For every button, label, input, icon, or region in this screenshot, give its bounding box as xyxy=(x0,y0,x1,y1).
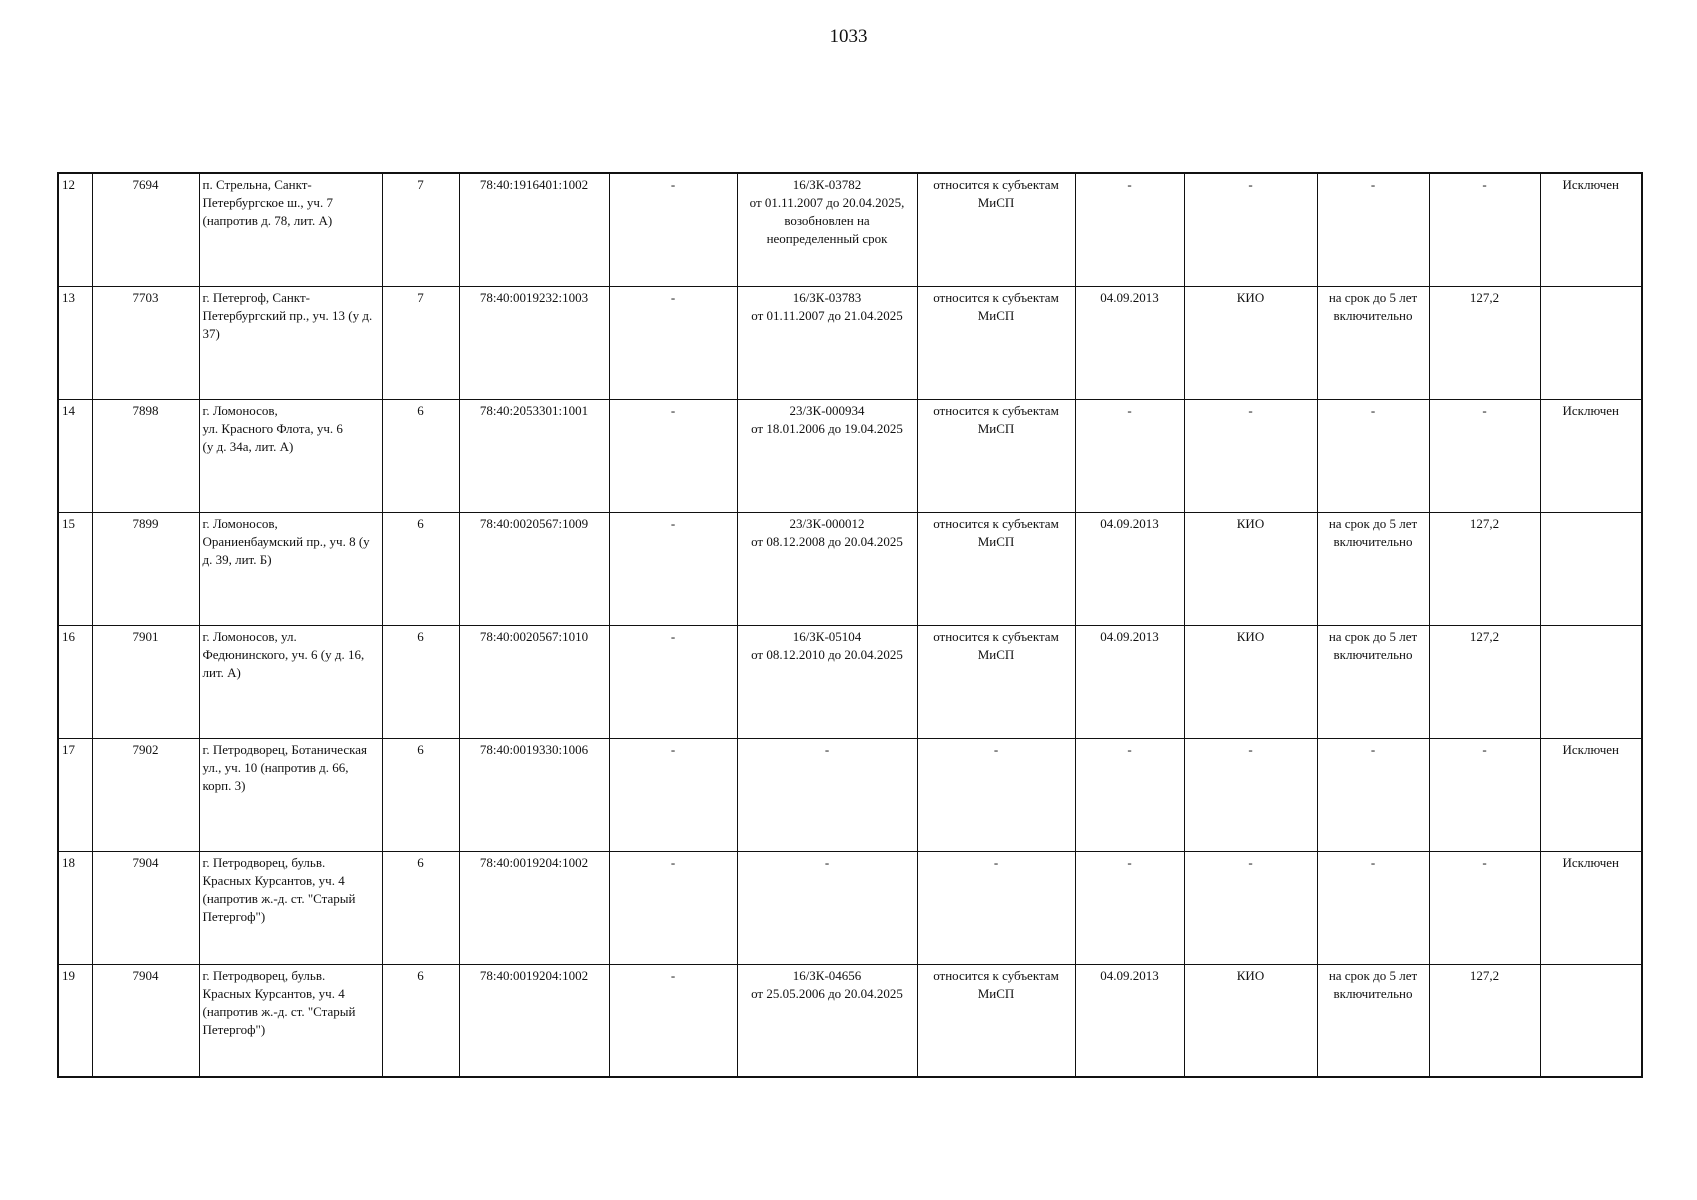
address-cell-line: ул. Красного Флота, уч. 6 xyxy=(202,420,343,436)
organization-cell: КИО xyxy=(1184,964,1317,1077)
contract-cell xyxy=(737,738,917,851)
category-cell-line: МиСП xyxy=(977,420,1015,436)
contract-cell-line: 16/ЗК-05104 xyxy=(792,628,862,644)
cadastral-number-cell: 78:40:1916401:1002 xyxy=(459,173,609,286)
term-cell-line: включительно xyxy=(1333,533,1413,549)
amount-cell: 127,2 xyxy=(1429,286,1540,399)
address-cell-line: г. Ломоносов, ул. xyxy=(202,628,297,644)
cadastral-number-cell: 78:40:0019204:1002 xyxy=(459,964,609,1077)
term-cell xyxy=(1317,173,1429,286)
contract-cell-line: 16/ЗК-03783 xyxy=(792,289,862,305)
district-cell: 6 xyxy=(382,738,459,851)
address-cell-line: Петербургское ш., уч. 7 xyxy=(202,195,333,210)
cadastral-number-cell: 78:40:0019330:1006 xyxy=(459,738,609,851)
address-cell-line: Петергоф") xyxy=(202,1021,266,1037)
cadastral-number-cell: 78:40:0019232:1003 xyxy=(459,286,609,399)
term-cell-line: на срок до 5 лет xyxy=(1328,515,1418,531)
row-number-cell: 12 xyxy=(58,173,92,286)
cadastral-number-cell: 78:40:0020567:1010 xyxy=(459,625,609,738)
address-cell-line: 37) xyxy=(202,325,220,341)
extra-cell: - xyxy=(609,851,737,964)
category-cell-line: - xyxy=(993,854,999,870)
term-cell-line: на срок до 5 лет xyxy=(1328,628,1418,644)
category-cell-line: относится к субъектам xyxy=(933,402,1059,418)
term-cell xyxy=(1317,286,1429,399)
address-cell-line: г. Петродворец, бульв. xyxy=(202,967,326,983)
category-cell xyxy=(917,738,1075,851)
category-cell xyxy=(917,399,1075,512)
address-cell-line: Петергоф") xyxy=(202,908,266,924)
category-cell xyxy=(917,851,1075,964)
amount-cell: - xyxy=(1429,173,1540,286)
category-cell xyxy=(917,512,1075,625)
amount-cell: - xyxy=(1429,399,1540,512)
date-cell: - xyxy=(1075,399,1184,512)
category-cell-line: относится к субъектам xyxy=(933,289,1059,305)
table-row xyxy=(58,625,1642,738)
contract-cell-line: 16/ЗК-03782 xyxy=(792,177,862,192)
row-number-cell: 19 xyxy=(58,964,92,1077)
category-cell-line: - xyxy=(993,741,999,757)
term-cell-line: включительно xyxy=(1333,985,1413,1001)
address-cell-line: Петербургский пр., уч. 13 (у д. xyxy=(202,307,373,323)
term-cell xyxy=(1317,399,1429,512)
contract-cell-line: - xyxy=(824,741,830,757)
address-cell-line: Красных Курсантов, уч. 4 xyxy=(202,872,345,888)
status-cell: Исключен xyxy=(1540,173,1642,286)
status-cell xyxy=(1540,512,1642,625)
category-cell-line: относится к субъектам xyxy=(933,515,1059,531)
date-cell: - xyxy=(1075,851,1184,964)
status-cell: Исключен xyxy=(1540,738,1642,851)
status-cell xyxy=(1540,286,1642,399)
address-cell xyxy=(199,173,382,286)
address-cell-line: (напротив ж.-д. ст. "Старый xyxy=(202,890,356,906)
contract-cell-line: 23/ЗК-000012 xyxy=(789,515,865,531)
cadastral-number-cell: 78:40:2053301:1001 xyxy=(459,399,609,512)
district-cell: 6 xyxy=(382,851,459,964)
row-number-cell: 15 xyxy=(58,512,92,625)
contract-cell-line: от 08.12.2008 до 20.04.2025 xyxy=(751,533,903,549)
term-cell-line: на срок до 5 лет xyxy=(1328,967,1418,983)
address-cell xyxy=(199,286,382,399)
contract-cell xyxy=(737,173,917,286)
page-number: 1033 xyxy=(829,26,868,47)
organization-cell: - xyxy=(1184,173,1317,286)
category-cell xyxy=(917,964,1075,1077)
district-cell: 7 xyxy=(382,173,459,286)
contract-cell-line: 23/ЗК-000934 xyxy=(789,402,865,418)
row-number-cell: 18 xyxy=(58,851,92,964)
date-cell: - xyxy=(1075,173,1184,286)
term-cell-line: - xyxy=(1370,854,1376,870)
table-row xyxy=(58,964,1642,1077)
table-row xyxy=(58,173,1642,286)
contract-cell xyxy=(737,851,917,964)
contract-cell-line: возобновлен на xyxy=(784,213,870,228)
address-cell xyxy=(199,512,382,625)
term-cell-line: включительно xyxy=(1333,307,1413,323)
address-cell-line: Ораниенбаумский пр., уч. 8 (у xyxy=(202,533,370,549)
term-cell-line: - xyxy=(1370,741,1376,757)
address-cell-line: г. Ломоносов, xyxy=(202,515,278,531)
row-number-cell: 16 xyxy=(58,625,92,738)
table-row xyxy=(58,738,1642,851)
status-cell: Исключен xyxy=(1540,399,1642,512)
status-cell xyxy=(1540,964,1642,1077)
address-cell xyxy=(199,851,382,964)
row-number-cell: 17 xyxy=(58,738,92,851)
address-cell-line: ул., уч. 10 (напротив д. 66, xyxy=(202,759,349,775)
contract-cell-line: от 01.11.2007 до 20.04.2025, xyxy=(749,195,905,210)
term-cell-line: - xyxy=(1370,177,1376,192)
address-cell xyxy=(199,964,382,1077)
contract-cell-line: 16/ЗК-04656 xyxy=(792,967,862,983)
organization-cell: КИО xyxy=(1184,286,1317,399)
amount-cell: - xyxy=(1429,738,1540,851)
address-cell-line: г. Петродворец, бульв. xyxy=(202,854,326,870)
extra-cell: - xyxy=(609,738,737,851)
address-cell-line: д. 39, лит. Б) xyxy=(202,551,272,567)
category-cell-line: МиСП xyxy=(977,533,1015,549)
organization-cell: КИО xyxy=(1184,512,1317,625)
row-number-cell: 14 xyxy=(58,399,92,512)
term-cell-line: - xyxy=(1370,402,1376,418)
district-cell: 7 xyxy=(382,286,459,399)
cadastral-number-cell: 78:40:0019204:1002 xyxy=(459,851,609,964)
extra-cell: - xyxy=(609,286,737,399)
contract-cell xyxy=(737,399,917,512)
object-code-cell: 7899 xyxy=(92,512,199,625)
extra-cell: - xyxy=(609,625,737,738)
district-cell: 6 xyxy=(382,399,459,512)
category-cell-line: относится к субъектам xyxy=(933,967,1059,983)
address-cell-line: п. Стрельна, Санкт- xyxy=(202,177,312,192)
extra-cell: - xyxy=(609,173,737,286)
row-number-cell: 13 xyxy=(58,286,92,399)
extra-cell: - xyxy=(609,964,737,1077)
address-cell-line: Красных Курсантов, уч. 4 xyxy=(202,985,345,1001)
contract-cell xyxy=(737,964,917,1077)
term-cell-line: включительно xyxy=(1333,646,1413,662)
amount-cell: 127,2 xyxy=(1429,625,1540,738)
amount-cell: - xyxy=(1429,851,1540,964)
registry-table xyxy=(57,172,1643,1078)
amount-cell: 127,2 xyxy=(1429,512,1540,625)
object-code-cell: 7904 xyxy=(92,964,199,1077)
address-cell xyxy=(199,625,382,738)
contract-cell-line: от 01.11.2007 до 21.04.2025 xyxy=(751,307,903,323)
category-cell xyxy=(917,173,1075,286)
contract-cell xyxy=(737,286,917,399)
category-cell-line: МиСП xyxy=(977,985,1015,1001)
object-code-cell: 7898 xyxy=(92,399,199,512)
term-cell-line: на срок до 5 лет xyxy=(1328,289,1418,305)
category-cell-line: МиСП xyxy=(977,646,1015,662)
contract-cell-line: от 25.05.2006 до 20.04.2025 xyxy=(751,985,903,1001)
object-code-cell: 7904 xyxy=(92,851,199,964)
date-cell: 04.09.2013 xyxy=(1075,964,1184,1077)
address-cell-line: (напротив ж.-д. ст. "Старый xyxy=(202,1003,356,1019)
category-cell xyxy=(917,286,1075,399)
contract-cell-line: от 18.01.2006 до 19.04.2025 xyxy=(751,420,903,436)
organization-cell: - xyxy=(1184,738,1317,851)
date-cell: 04.09.2013 xyxy=(1075,512,1184,625)
status-cell xyxy=(1540,625,1642,738)
status-cell: Исключен xyxy=(1540,851,1642,964)
contract-cell xyxy=(737,512,917,625)
address-cell-line: (напротив д. 78, лит. А) xyxy=(202,213,333,228)
organization-cell: - xyxy=(1184,851,1317,964)
term-cell xyxy=(1317,625,1429,738)
contract-cell-line: неопределенный срок xyxy=(766,231,888,246)
term-cell xyxy=(1317,512,1429,625)
district-cell: 6 xyxy=(382,512,459,625)
object-code-cell: 7902 xyxy=(92,738,199,851)
table-row xyxy=(58,512,1642,625)
category-cell-line: МиСП xyxy=(977,195,1015,210)
address-cell-line: (у д. 34а, лит. А) xyxy=(202,438,294,454)
category-cell-line: относится к субъектам xyxy=(933,177,1059,192)
address-cell-line: корп. 3) xyxy=(202,777,246,793)
contract-cell-line: - xyxy=(824,854,830,870)
address-cell-line: г. Петродворец, Ботаническая xyxy=(202,741,367,757)
amount-cell: 127,2 xyxy=(1429,964,1540,1077)
organization-cell: - xyxy=(1184,399,1317,512)
cadastral-number-cell: 78:40:0020567:1009 xyxy=(459,512,609,625)
object-code-cell: 7703 xyxy=(92,286,199,399)
term-cell xyxy=(1317,738,1429,851)
object-code-cell: 7901 xyxy=(92,625,199,738)
address-cell xyxy=(199,738,382,851)
table-row xyxy=(58,286,1642,399)
address-cell xyxy=(199,399,382,512)
term-cell xyxy=(1317,964,1429,1077)
object-code-cell: 7694 xyxy=(92,173,199,286)
table-row xyxy=(58,851,1642,964)
address-cell-line: лит. А) xyxy=(202,664,241,680)
date-cell: - xyxy=(1075,738,1184,851)
address-cell-line: г. Ломоносов, xyxy=(202,402,278,418)
district-cell: 6 xyxy=(382,964,459,1077)
term-cell xyxy=(1317,851,1429,964)
address-cell-line: г. Петергоф, Санкт- xyxy=(202,289,310,305)
contract-cell-line: от 08.12.2010 до 20.04.2025 xyxy=(751,646,903,662)
table-row xyxy=(58,399,1642,512)
address-cell-line: Федюнинского, уч. 6 (у д. 16, xyxy=(202,646,365,662)
district-cell: 6 xyxy=(382,625,459,738)
organization-cell: КИО xyxy=(1184,625,1317,738)
extra-cell: - xyxy=(609,399,737,512)
category-cell xyxy=(917,625,1075,738)
date-cell: 04.09.2013 xyxy=(1075,286,1184,399)
date-cell: 04.09.2013 xyxy=(1075,625,1184,738)
contract-cell xyxy=(737,625,917,738)
category-cell-line: относится к субъектам xyxy=(933,628,1059,644)
extra-cell: - xyxy=(609,512,737,625)
category-cell-line: МиСП xyxy=(977,307,1015,323)
registry-body xyxy=(58,173,1642,1077)
